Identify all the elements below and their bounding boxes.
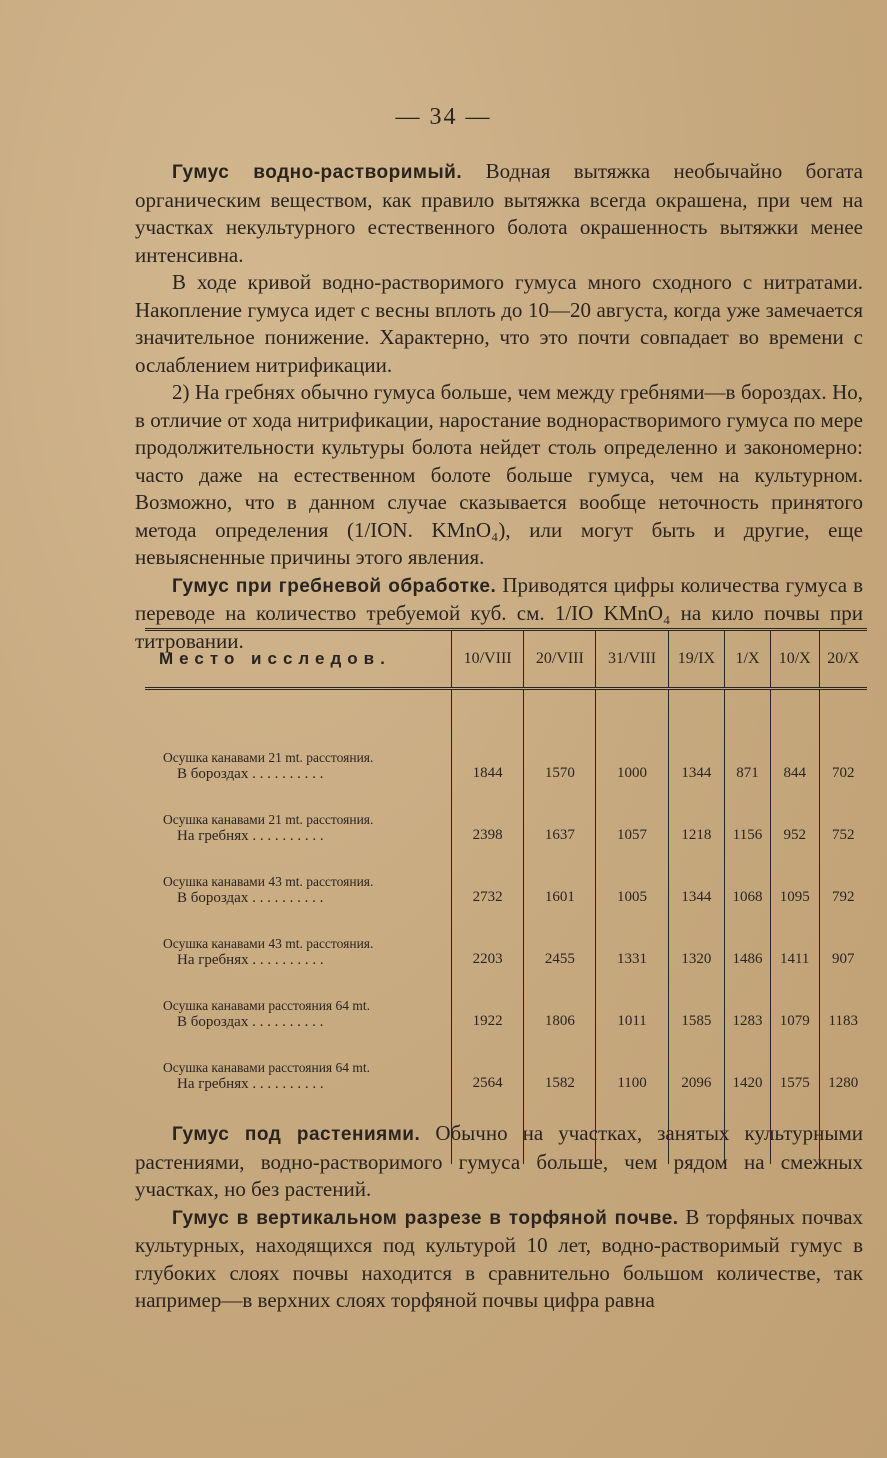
top-text-block — [135, 158, 863, 655]
table-cell: 1100 — [596, 1040, 668, 1102]
row-label-line2: В бороздах . . . . . . . . . . — [177, 766, 324, 782]
row-label-line2: В бороздах . . . . . . . . . . — [177, 890, 324, 906]
row-label-line2: На гребнях . . . . . . . . . . — [177, 828, 324, 844]
row-label-line2: На гребнях . . . . . . . . . . — [177, 952, 324, 968]
row-label-line1: Осушка канавами 21 mt. расстояния. — [163, 812, 374, 827]
table-cell: 1331 — [596, 916, 668, 978]
date-column-header: 19/IX — [668, 630, 725, 689]
table-cell: 2398 — [452, 792, 524, 854]
table-row — [145, 916, 867, 978]
paragraph-vertical-section — [135, 1204, 863, 1315]
table-row — [145, 730, 867, 792]
table-cell: 844 — [770, 730, 819, 792]
table-spacer-row — [145, 689, 867, 731]
paragraph-soluble-humus — [135, 158, 863, 269]
table-cell: 1637 — [524, 792, 596, 854]
date-column-header: 20/X — [819, 630, 867, 689]
table-cell: 1057 — [596, 792, 668, 854]
table-cell: 2732 — [452, 854, 524, 916]
page-number: — 34 — — [395, 104, 492, 130]
date-column-header: 10/VIII — [452, 630, 524, 689]
table-cell: 871 — [725, 730, 771, 792]
row-label-line1: Осушка канавами 43 mt. расстояния. — [163, 936, 374, 951]
row-label — [145, 730, 452, 792]
table-cell: 1922 — [452, 978, 524, 1040]
date-column-header: 31/VIII — [596, 630, 668, 689]
row-label-line1: Осушка канавами расстояния 64 mt. — [163, 1060, 371, 1075]
row-label — [145, 854, 452, 916]
table-row — [145, 1040, 867, 1102]
row-label — [145, 1040, 452, 1102]
table-cell: 1005 — [596, 854, 668, 916]
table-cell: 1079 — [770, 978, 819, 1040]
table-row — [145, 978, 867, 1040]
table-row — [145, 792, 867, 854]
table-header-row — [145, 630, 867, 689]
table-cell: 1601 — [524, 854, 596, 916]
date-column-header: 1/X — [725, 630, 771, 689]
paragraph-nitrates — [135, 269, 863, 379]
table-cell: 1420 — [725, 1040, 771, 1102]
place-column-header: Место исследов. — [145, 630, 452, 689]
table-cell: 2203 — [452, 916, 524, 978]
paragraph-text: Водная вытяжка необычайно богата органическим веществом, как правило вытяжка всегда окрашена, при чем на участках некультурного естественного болота окрашенность вытяжки менее интенсивна. — [135, 159, 863, 267]
table-cell: 1183 — [819, 978, 867, 1040]
table-cell: 2564 — [452, 1040, 524, 1102]
table-cell: 1806 — [524, 978, 596, 1040]
row-label-line1: Осушка канавами 21 mt. расстояния. — [163, 750, 374, 765]
table-cell: 952 — [770, 792, 819, 854]
paragraph-text: Обычно на участках, занятых культурными растениями, водно-растворимого гумуса больше, чем рядом на смежных участках, но без растений. — [135, 1121, 863, 1201]
table-cell: 1344 — [668, 854, 725, 916]
date-column-header: 20/VIII — [524, 630, 596, 689]
table-cell: 1570 — [524, 730, 596, 792]
humus-table — [145, 628, 867, 1164]
table-cell: 702 — [819, 730, 867, 792]
table-cell: 1582 — [524, 1040, 596, 1102]
table-cell: 1280 — [819, 1040, 867, 1102]
table-cell: 1575 — [770, 1040, 819, 1102]
table-cell: 1283 — [725, 978, 771, 1040]
table-cell: 1068 — [725, 854, 771, 916]
table-row — [145, 854, 867, 916]
table-cell: 792 — [819, 854, 867, 916]
table-cell: 2096 — [668, 1040, 725, 1102]
heading-ridge-treatment: Гумус при гребневой обработке. — [172, 575, 497, 597]
table-cell: 1156 — [725, 792, 771, 854]
bottom-text-block — [135, 1120, 863, 1315]
table-cell: 1344 — [668, 730, 725, 792]
table-cell: 907 — [819, 916, 867, 978]
heading-plants: Гумус под растениями. — [172, 1124, 421, 1145]
row-label — [145, 978, 452, 1040]
table-cell: 752 — [819, 792, 867, 854]
row-label — [145, 792, 452, 854]
paragraph-text: В торфяных почвах культурных, находящихся под культурой 10 лет, водно-растворимый гумус в глубоких слоях почвы находится в сравнительно большом количестве, так например—в верхних слоях торфяной почвы цифра равна — [135, 1204, 863, 1312]
table-cell: 1411 — [770, 916, 819, 978]
paragraph-text: 2) На гребнях обычно гумуса больше, чем между гребнями—в бороздах. Но, в отличие от хода нитрификации, наростание воднорастворимого гумуса по мере продолжительности культуры болота нейдет столь определенно и закономерно: часто даже на естественном болоте больше гумуса, чем на культурном. Возможно, что в данном случае сказывается вообще неточность принятого метода определения (1/ІОN. KMnO₄), или могут быть и другие, еще невыясненные причины этого явления. — [135, 380, 863, 569]
paragraph-plants — [135, 1120, 863, 1204]
row-label-line2: В бороздах . . . . . . . . . . — [177, 1014, 324, 1030]
paragraph-ridges — [135, 379, 863, 572]
table-cell: 1095 — [770, 854, 819, 916]
table-cell: 1218 — [668, 792, 725, 854]
table-cell: 1486 — [725, 916, 771, 978]
table-cell: 1320 — [668, 916, 725, 978]
table-cell: 1000 — [596, 730, 668, 792]
paragraph-text: Приводятся цифры количества гумуса в переводе на количество требуемой куб. см. 1/IO KMnO₄ на кило почвы при титровании. — [135, 572, 863, 653]
heading-soluble-humus: Гумус водно-растворимый. — [172, 162, 463, 183]
date-column-header: 10/X — [770, 630, 819, 689]
paragraph-text: В ходе кривой водно-растворимого гумуса много сходного с нитратами. Накопление гумуса идет с весны вплоть до 10—20 августа, когда уже замечается значительное понижение. Характерно, что это почти совпадает во времени с ослаблением нитрификации. — [135, 270, 863, 377]
table-cell: 2455 — [524, 916, 596, 978]
heading-vertical-section: Гумус в вертикальном разрезе в торфяной почве. — [172, 1207, 679, 1229]
row-label-line1: Осушка канавами 43 mt. расстояния. — [163, 874, 374, 889]
row-label-line2: На гребнях . . . . . . . . . . — [177, 1076, 324, 1092]
table-cell: 1844 — [452, 730, 524, 792]
row-label — [145, 916, 452, 978]
table-cell: 1011 — [596, 978, 668, 1040]
table-cell: 1585 — [668, 978, 725, 1040]
row-label-line1: Осушка канавами расстояния 64 mt. — [163, 998, 371, 1013]
